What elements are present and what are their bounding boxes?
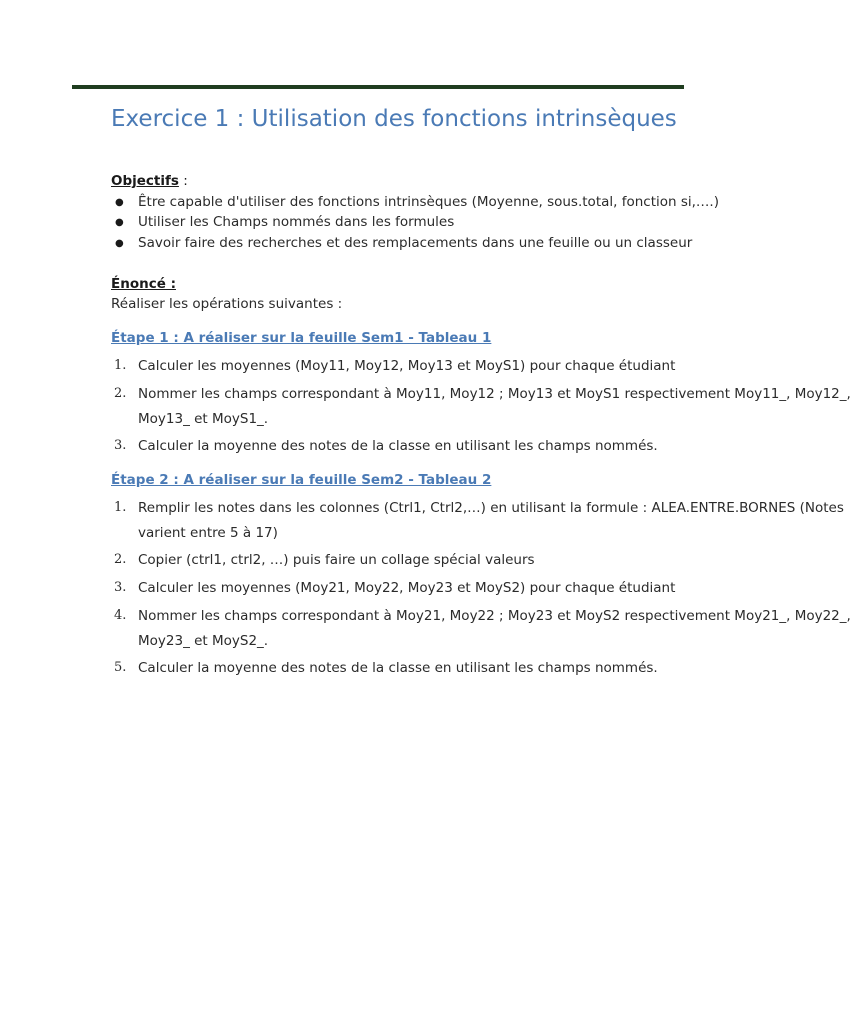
list-number: 3. xyxy=(114,580,127,595)
bullet-icon: ● xyxy=(115,238,124,249)
objectifs-heading xyxy=(111,173,188,189)
etape2-item: Copier (ctrl1, ctrl2, …) puis faire un collage spécial valeurs xyxy=(138,552,535,568)
etape1-item: Calculer les moyennes (Moy11, Moy12, Moy13 et MoyS1) pour chaque étudiant xyxy=(138,358,676,374)
etape2-item-continued: Moy23_ et MoyS2_. xyxy=(138,633,269,649)
etape1-item-continued: Moy13_ et MoyS1_. xyxy=(138,411,269,427)
enonce-heading-label: Énoncé : xyxy=(111,276,176,292)
etape1-item: Calculer la moyenne des notes de la classe en utilisant les champs nommés. xyxy=(138,438,658,454)
objectifs-heading-label: Objectifs xyxy=(111,173,179,189)
objectif-item: Savoir faire des recherches et des remplacements dans une feuille ou un classeur xyxy=(138,235,693,251)
objectif-item: Utiliser les Champs nommés dans les formules xyxy=(138,214,455,230)
page-title: Exercice 1 : Utilisation des fonctions intrinsèques xyxy=(111,106,677,132)
etape2-item: Remplir les notes dans les colonnes (Ctrl1, Ctrl2,…) en utilisant la formule : ALEA.ENTRE.BORNES (Notes xyxy=(138,500,844,516)
list-number: 4. xyxy=(114,608,127,623)
list-number: 3. xyxy=(114,438,127,453)
list-number: 1. xyxy=(114,500,127,515)
list-number: 5. xyxy=(114,660,127,675)
list-number: 1. xyxy=(114,358,127,373)
enonce-intro: Réaliser les opérations suivantes : xyxy=(111,296,343,312)
etape1-item: Nommer les champs correspondant à Moy11, Moy12 ; Moy13 et MoyS1 respectivement Moy11_, Moy12_, xyxy=(138,386,851,402)
etape2-item: Calculer la moyenne des notes de la classe en utilisant les champs nommés. xyxy=(138,660,658,676)
enonce-heading xyxy=(111,276,176,292)
etape2-item-continued: varient entre 5 à 17) xyxy=(138,525,278,541)
top-divider xyxy=(72,85,684,89)
bullet-icon: ● xyxy=(115,197,124,208)
bullet-icon: ● xyxy=(115,217,124,228)
list-number: 2. xyxy=(114,386,127,401)
list-number: 2. xyxy=(114,552,127,567)
objectifs-heading-colon: : xyxy=(178,173,188,189)
etape2-heading: Étape 2 : A réaliser sur la feuille Sem2 - Tableau 2 xyxy=(111,472,492,488)
etape2-item: Nommer les champs correspondant à Moy21, Moy22 ; Moy23 et MoyS2 respectivement Moy21_, Moy22_, xyxy=(138,608,851,624)
etape2-item: Calculer les moyennes (Moy21, Moy22, Moy23 et MoyS2) pour chaque étudiant xyxy=(138,580,676,596)
etape1-heading: Étape 1 : A réaliser sur la feuille Sem1 - Tableau 1 xyxy=(111,330,492,346)
objectif-item: Être capable d'utiliser des fonctions intrinsèques (Moyenne, sous.total, fonction si,….) xyxy=(138,194,719,210)
